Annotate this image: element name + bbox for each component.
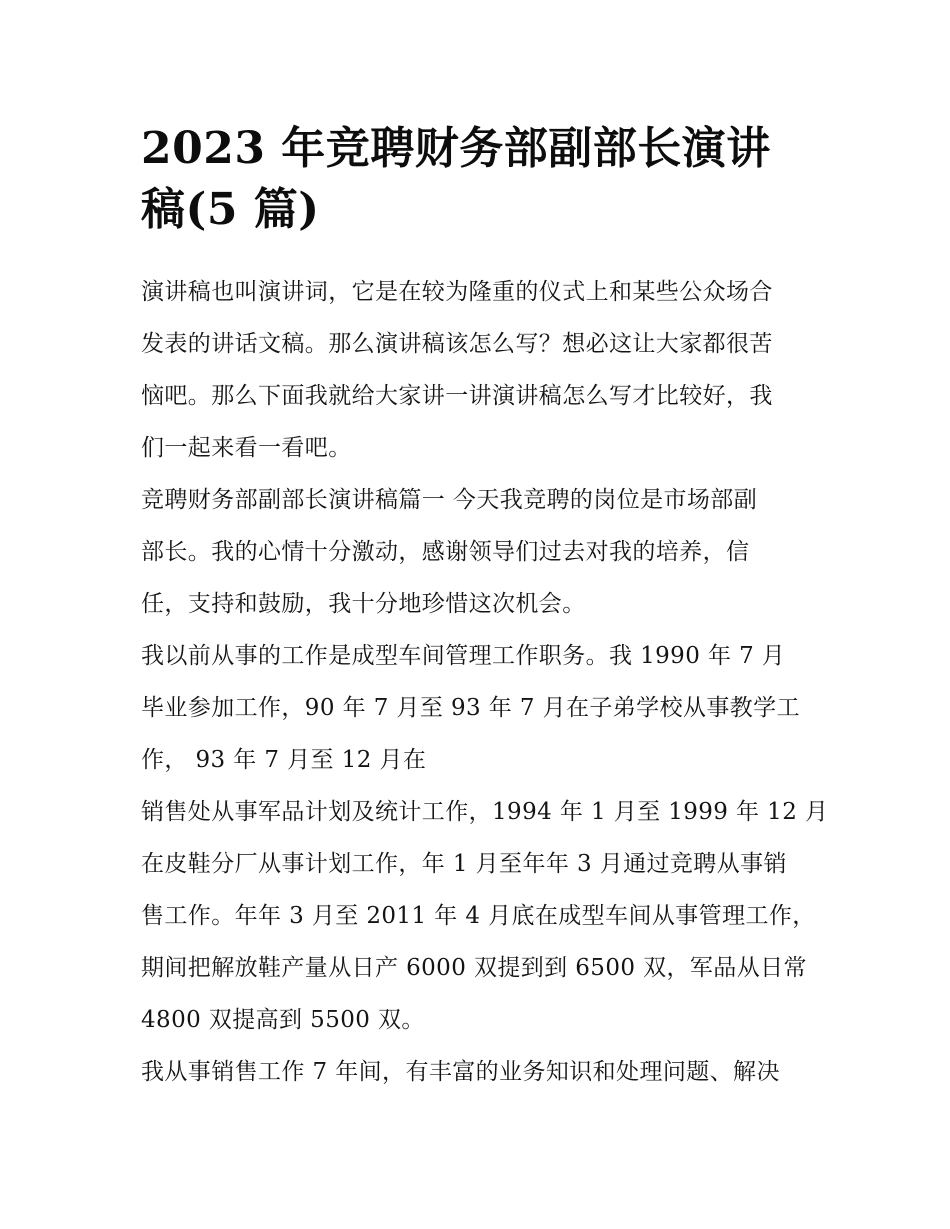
text-line: 们一起来看一看吧。 — [141, 435, 352, 461]
paragraph-intro — [141, 266, 813, 474]
text-line: 作， 93 年 7 月至 12 月在 — [141, 747, 427, 773]
title-line: 稿(5 篇) — [141, 184, 320, 235]
text-line: 毕业参加工作，90 年 7 月至 93 年 7 月在子弟学校从事教学工 — [141, 695, 800, 721]
document-title — [141, 118, 813, 240]
paragraph-work-history — [141, 630, 813, 786]
text-line: 我从事销售工作 7 年间，有丰富的业务知识和处理问题、解决 — [141, 1059, 780, 1085]
document-content — [141, 118, 829, 1098]
document-body — [141, 266, 829, 1098]
text-line: 销售处从事军品计划及统计工作，1994 年 1 月至 1999 年 12 月 — [141, 799, 829, 825]
text-line: 恼吧。那么下面我就给大家讲一讲演讲稿怎么写才比较好，我 — [141, 383, 773, 409]
paragraph-sales-history — [141, 786, 829, 1046]
text-line: 4800 双提高到 5500 双。 — [141, 1007, 425, 1033]
text-line: 部长。我的心情十分激动，感谢领导们过去对我的培养，信 — [141, 539, 750, 565]
title-line: 2023 年竞聘财务部副部长演讲 — [141, 123, 771, 174]
text-line: 发表的讲话文稿。那么演讲稿该怎么写？想必这让大家都很苦 — [141, 331, 773, 357]
text-line: 我以前从事的工作是成型车间管理工作职务。我 1990 年 7 月 — [141, 643, 786, 669]
text-line: 任，支持和鼓励，我十分地珍惜这次机会。 — [141, 591, 586, 617]
text-line: 竞聘财务部副部长演讲稿篇一 今天我竞聘的岗位是市场部副 — [141, 487, 758, 513]
text-line: 演讲稿也叫演讲词，它是在较为隆重的仪式上和某些公众场合 — [141, 279, 773, 305]
text-line: 期间把解放鞋产量从日产 6000 双提到到 6500 双，军品从日常 — [141, 955, 807, 981]
text-line: 售工作。年年 3 月至 2011 年 4 月底在成型车间从事管理工作， — [141, 903, 816, 929]
paragraph-experience — [141, 1046, 813, 1098]
paragraph-speech-one — [141, 474, 813, 630]
text-line: 在皮鞋分厂从事计划工作，年 1 月至年年 3 月通过竞聘从事销 — [141, 851, 787, 877]
